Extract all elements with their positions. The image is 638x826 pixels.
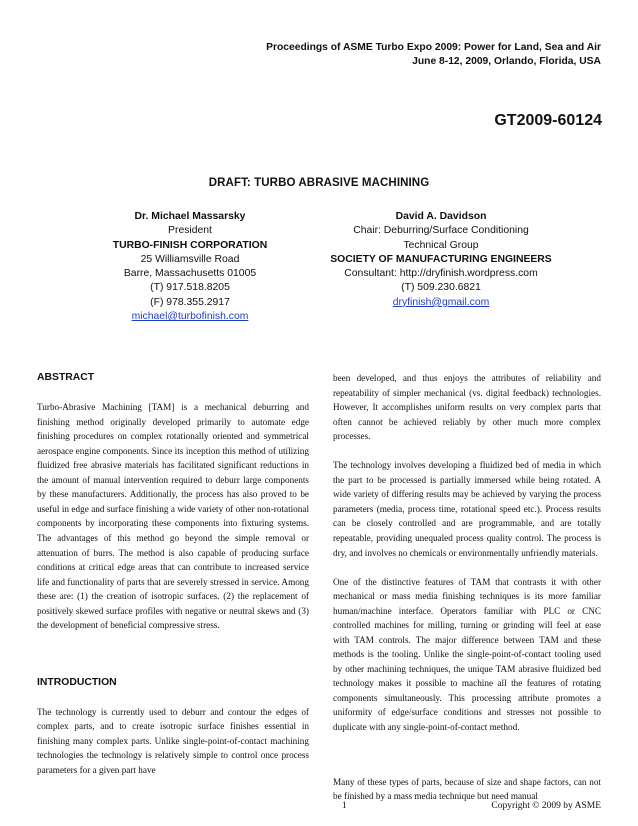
- author-name: David A. Davidson: [395, 211, 487, 222]
- author-name: Dr. Michael Massarsky: [134, 211, 246, 222]
- author-organization: TURBO-FINISH CORPORATION: [112, 239, 268, 251]
- author-role: Chair: Deburring/Surface Conditioning: [353, 225, 529, 237]
- author-email-link[interactable]: michael@turbofinish.com: [131, 311, 249, 323]
- author-fax: (F) 978.355.2917: [150, 296, 230, 308]
- abstract-heading: ABSTRACT: [37, 372, 95, 383]
- author-address: 25 Williamsville Road: [140, 253, 240, 265]
- author-consultant-url: Consultant: http://dryfinish.wordpress.com: [344, 268, 538, 280]
- author-phone: (T) 509.230.6821: [401, 282, 481, 294]
- proceedings-line-2: June 8-12, 2009, Orlando, Florida, USA: [412, 56, 601, 67]
- author-group: Technical Group: [403, 239, 479, 251]
- body-paragraph-1: been developed, and thus enjoys the attributes of reliability and repeatability of simpler mechanical (vs. digital feedback) technologies. However, It accomplishes uniform results on very complex parts that often cannot be achieved reliably by other much more complex processes.: [333, 373, 601, 442]
- paper-id: GT2009-60124: [494, 112, 602, 129]
- abstract-text: Turbo-Abrasive Machining [TAM] is a mechanical deburring and finishing method originally developed primarily to automate edge finishing procedures on complex rotationally oriented and symmetrical aerospace engine components. Since its inception this method of utilizing fluidized free abrasive materials has facilitated significant reductions in the amount of manual intervention required to deburr large components by these manufacturers. Additionally, the process has also proved to be useful in edge and surface finishing a wide variety of other non-rotational components by incorporating these components into fixturing systems. The advantages of this method go beyond the simple removal or attenuation of burrs. The method is also capable of producing surface conditions at critical edge areas that can contribute to increased service life and functionality of parts that are severely stressed in service. Among these are: (1) the creation of isotropic surfaces. (2) the replacement of positively skewed surface profiles with negative or neutral skews and (3) the development of beneficial compressive stress.: [37, 402, 309, 631]
- proceedings-line-1: Proceedings of ASME Turbo Expo 2009: Power for Land, Sea and Air: [266, 42, 601, 53]
- body-paragraph-3: One of the distinctive features of TAM that contrasts it with other mechanical or mass media finishing techniques is its more familiar human/machine interface. Operators familiar with PLC or CNC controlled machines for milling, turning or grinding will feel at ease with TAM controls. The major difference between TAM and these methods is the tooling. Unlike the single-point-of-contact tooling used by other machining techniques, the unique TAM abrasive fluidized bed technology makes it possible to machine all the features of rotating components simultaneously. This processing attribute promotes a uniformity of edge/surface conditions and stresses not possible to duplicate with any single-point-of-contact method.: [333, 576, 601, 733]
- page-number: 1: [342, 801, 347, 811]
- author-organization: SOCIETY OF MANUFACTURING ENGINEERS: [330, 253, 552, 265]
- author-email-link[interactable]: dryfinish@gmail.com: [392, 296, 490, 308]
- body-paragraph-2: The technology involves developing a fluidized bed of media in which the part to be processed is partially immersed while being rotated. A wide variety of differing results may be achieved by varying the process parameters (media, process time, rotational speed etc.). Process results can be closely controlled and are programmable, and are totally repeatable, providing unequaled process quality control. The process is dry, and involves no chemicals or environmentally unfriendly materials.: [333, 460, 601, 558]
- author-block-1: [80, 210, 300, 324]
- author-city: Barre, Massachusetts 01005: [123, 268, 257, 280]
- author-phone: (T) 917.518.8205: [150, 282, 230, 294]
- left-column: [37, 371, 309, 778]
- copyright: Copyright © 2009 by ASME: [491, 801, 601, 811]
- author-block-2: [316, 210, 566, 310]
- author-role: President: [168, 225, 212, 237]
- paper-title: DRAFT: TURBO ABRASIVE MACHINING: [208, 177, 430, 189]
- introduction-heading: INTRODUCTION: [37, 676, 117, 688]
- body-paragraph-4: Many of these types of parts, because of size and shape factors, can not be finished by a mass media technique but need manual: [333, 776, 601, 802]
- introduction-text: The technology is currently used to deburr and contour the edges of complex parts, and to create isotropic surface finishes essential in finishing many complex parts. Unlike single-point-of-contact machining technologies the technology is relatively simple to control once process parameters for a given part have: [37, 706, 309, 776]
- right-column: [333, 371, 601, 804]
